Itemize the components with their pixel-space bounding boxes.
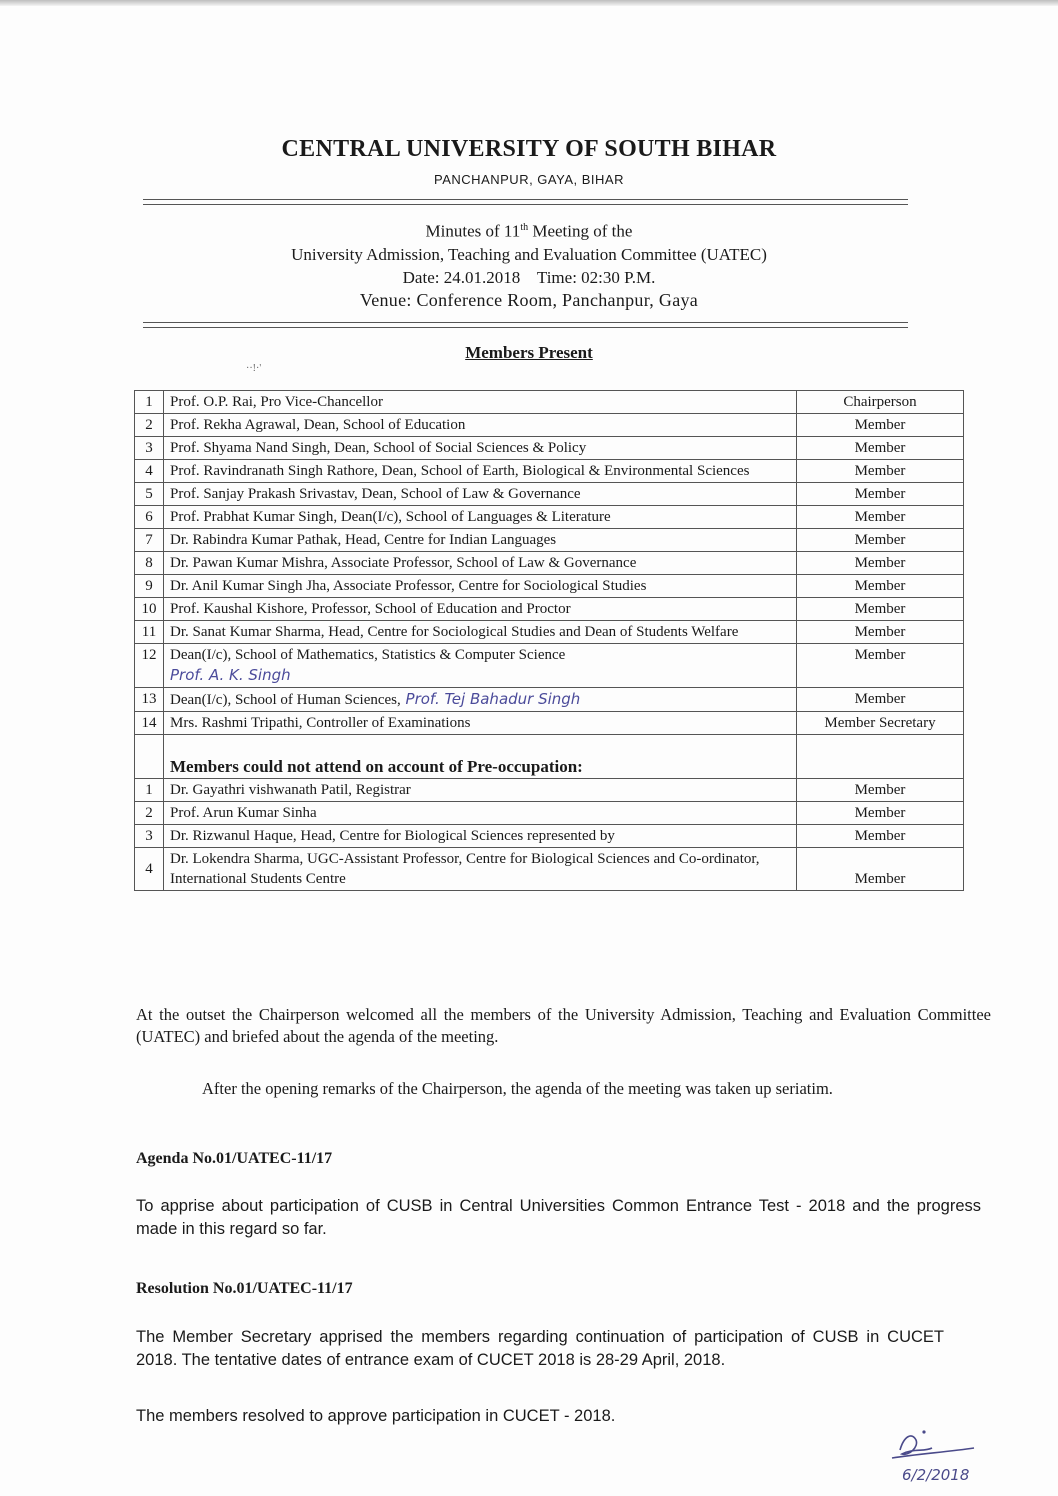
- present-member-name-text: Prof. O.P. Rai, Pro Vice-Chancellor: [170, 394, 383, 410]
- present-member-number: 8: [135, 552, 164, 575]
- present-member-name-text: Dean(I/c), School of Mathematics, Statistics & Computer Science: [170, 647, 566, 663]
- meeting-venue: Venue: Conference Room, Panchanpur, Gaya: [359, 289, 699, 310]
- present-member-name: [164, 575, 797, 598]
- present-member-name-text: Prof. Sanjay Prakash Srivastav, Dean, School of Law & Governance: [170, 486, 581, 502]
- present-member-name: [164, 460, 797, 483]
- scan-edge: [0, 0, 1058, 6]
- present-member-name: [164, 712, 797, 735]
- present-member-row: [135, 598, 964, 621]
- present-member-row: [135, 529, 964, 552]
- present-member-row: [135, 575, 964, 598]
- welcome-paragraph: At the outset the Chairperson welcomed all the members of the University Admission, Teaching and Evaluation Committee (UATEC) and briefed about the agenda of the meeting.: [136, 1005, 991, 1046]
- present-member-name: [164, 483, 797, 506]
- present-member-row: [135, 688, 964, 712]
- present-member-role: Member: [797, 688, 964, 712]
- present-member-name-text: Dr. Sanat Kumar Sharma, Head, Centre for Sociological Studies and Dean of Students Welfare: [170, 624, 739, 640]
- agenda-heading: Agenda No.01/UATEC-11/17: [136, 1150, 333, 1167]
- present-member-role: Member: [797, 506, 964, 529]
- present-member-role: Member: [797, 575, 964, 598]
- meeting-number: Minutes of 11th Meeting of the: [425, 221, 633, 241]
- absent-member-number: 4: [135, 848, 164, 891]
- meeting-datetime: Date: 24.01.2018 Time: 02:30 P.M.: [402, 267, 656, 287]
- university-title: CENTRAL UNIVERSITY OF SOUTH BIHAR: [281, 136, 777, 162]
- present-member-role: Member: [797, 460, 964, 483]
- present-member-number: 6: [135, 506, 164, 529]
- absent-member-name: [164, 779, 797, 802]
- present-member-name-text: Mrs. Rashmi Tripathi, Controller of Examinations: [170, 715, 471, 731]
- absent-member-name: [164, 848, 797, 891]
- present-member-number: 9: [135, 575, 164, 598]
- absent-member-name-text: Dr. Lokendra Sharma, UGC-Assistant Professor, Centre for Biological Sciences and Co-ordinator, International Students Centre: [170, 851, 760, 887]
- resolution-decision: The members resolved to approve participation in CUCET - 2018.: [136, 1407, 616, 1425]
- present-member-name-text: Prof. Shyama Nand Singh, Dean, School of Social Sciences & Policy: [170, 440, 587, 456]
- absent-member-row: [135, 848, 964, 891]
- absent-member-name-text: Dr. Rizwanul Haque, Head, Centre for Biological Sciences represented by: [170, 828, 615, 844]
- present-member-role: Member: [797, 529, 964, 552]
- present-member-name: [164, 529, 797, 552]
- handwritten-annotation: Prof. Tej Bahadur Singh: [400, 690, 581, 708]
- present-member-number: 2: [135, 414, 164, 437]
- absent-member-number: 1: [135, 779, 164, 802]
- present-member-name: [164, 506, 797, 529]
- present-member-role: Member: [797, 437, 964, 460]
- spacer-row-group: [135, 735, 964, 779]
- present-member-name: [164, 598, 797, 621]
- members-present-heading: Members Present: [465, 343, 593, 362]
- absent-member-number: 2: [135, 802, 164, 825]
- present-member-row: [135, 391, 964, 414]
- present-member-row: [135, 552, 964, 575]
- absent-member-name: [164, 825, 797, 848]
- university-address: PANCHANPUR, GAYA, BIHAR: [434, 172, 624, 187]
- present-member-name: [164, 688, 797, 712]
- present-member-name: [164, 621, 797, 644]
- absent-member-row: [135, 779, 964, 802]
- absent-member-number: 3: [135, 825, 164, 848]
- present-member-name-text: Prof. Rekha Agrawal, Dean, School of Education: [170, 417, 466, 433]
- absent-member-row: [135, 802, 964, 825]
- present-member-role: Member: [797, 598, 964, 621]
- present-member-role: Member: [797, 414, 964, 437]
- present-member-role: Member: [797, 483, 964, 506]
- signature-mark: [862, 1418, 982, 1488]
- absent-member-role: Member: [797, 802, 964, 825]
- divider-bottom: [143, 322, 908, 328]
- absent-member-name-text: Dr. Gayathri vishwanath Patil, Registrar: [170, 782, 411, 798]
- members-present-rows: [135, 391, 964, 735]
- present-member-role: Member: [797, 621, 964, 644]
- present-member-name-text: Dr. Anil Kumar Singh Jha, Associate Professor, Centre for Sociological Studies: [170, 578, 647, 594]
- stray-mark: ··!·': [246, 363, 262, 374]
- present-member-name: [164, 437, 797, 460]
- present-member-number: 14: [135, 712, 164, 735]
- present-member-number: 4: [135, 460, 164, 483]
- present-member-name-text: Prof. Ravindranath Singh Rathore, Dean, School of Earth, Biological & Environmental Sciences: [170, 463, 750, 479]
- present-member-name: [164, 552, 797, 575]
- present-member-row: [135, 644, 964, 688]
- present-member-name: [164, 644, 797, 688]
- members-absent-rows: [135, 779, 964, 891]
- present-member-row: [135, 483, 964, 506]
- present-member-row: [135, 460, 964, 483]
- present-member-number: 3: [135, 437, 164, 460]
- opening-paragraph: After the opening remarks of the Chairperson, the agenda of the meeting was taken up seriatim.: [202, 1079, 833, 1098]
- present-member-name-text: Dr. Pawan Kumar Mishra, Associate Professor, School of Law & Governance: [170, 555, 637, 571]
- present-member-number: 11: [135, 621, 164, 644]
- present-member-row: [135, 414, 964, 437]
- meeting-info: [0, 216, 1058, 312]
- present-member-number: 12: [135, 644, 164, 688]
- resolution-text: The Member Secretary apprised the members regarding continuation of participation of CUSB in CUCET 2018. The tentative dates of entrance exam of CUCET 2018 is 28-29 April, 2018.: [136, 1328, 944, 1369]
- present-member-number: 7: [135, 529, 164, 552]
- absent-member-row: [135, 825, 964, 848]
- present-member-name: [164, 391, 797, 414]
- present-member-number: 1: [135, 391, 164, 414]
- present-member-role: Member: [797, 552, 964, 575]
- present-member-row: [135, 712, 964, 735]
- absent-member-role: Member: [797, 848, 964, 891]
- present-member-name: [164, 414, 797, 437]
- absent-member-name: [164, 802, 797, 825]
- present-member-row: [135, 506, 964, 529]
- handwritten-annotation: Prof. A. K. Singh: [170, 666, 291, 684]
- present-member-role: Chairperson: [797, 391, 964, 414]
- present-member-row: [135, 621, 964, 644]
- absent-member-name-text: Prof. Arun Kumar Sinha: [170, 805, 317, 821]
- present-member-role: Member: [797, 644, 964, 688]
- absent-heading: Members could not attend on account of Pre-occupation:: [164, 735, 797, 779]
- present-member-name-text: Prof. Prabhat Kumar Singh, Dean(I/c), School of Languages & Literature: [170, 509, 611, 525]
- present-member-number: 13: [135, 688, 164, 712]
- signature-dot: [922, 1430, 925, 1433]
- absent-member-role: Member: [797, 825, 964, 848]
- blank-row: [135, 735, 964, 779]
- signature-stroke: [892, 1436, 974, 1458]
- divider-top: [143, 199, 908, 205]
- present-member-role: Member Secretary: [797, 712, 964, 735]
- present-member-number: 10: [135, 598, 164, 621]
- absent-member-role: Member: [797, 779, 964, 802]
- members-table: [134, 390, 964, 891]
- signature-date: 6/2/2018: [902, 1466, 970, 1484]
- agenda-text: To apprise about participation of CUSB in Central Universities Common Entrance Test - 2018 and the progress made in this regard so far.: [136, 1197, 981, 1238]
- present-member-name-text: Dean(I/c), School of Human Sciences,: [170, 692, 401, 708]
- resolution-heading: Resolution No.01/UATEC-11/17: [136, 1280, 353, 1297]
- present-member-name-text: Dr. Rabindra Kumar Pathak, Head, Centre for Indian Languages: [170, 532, 557, 548]
- committee-name: University Admission, Teaching and Evaluation Committee (UATEC): [291, 244, 767, 264]
- present-member-number: 5: [135, 483, 164, 506]
- present-member-name-text: Prof. Kaushal Kishore, Professor, School of Education and Proctor: [170, 601, 571, 617]
- present-member-row: [135, 437, 964, 460]
